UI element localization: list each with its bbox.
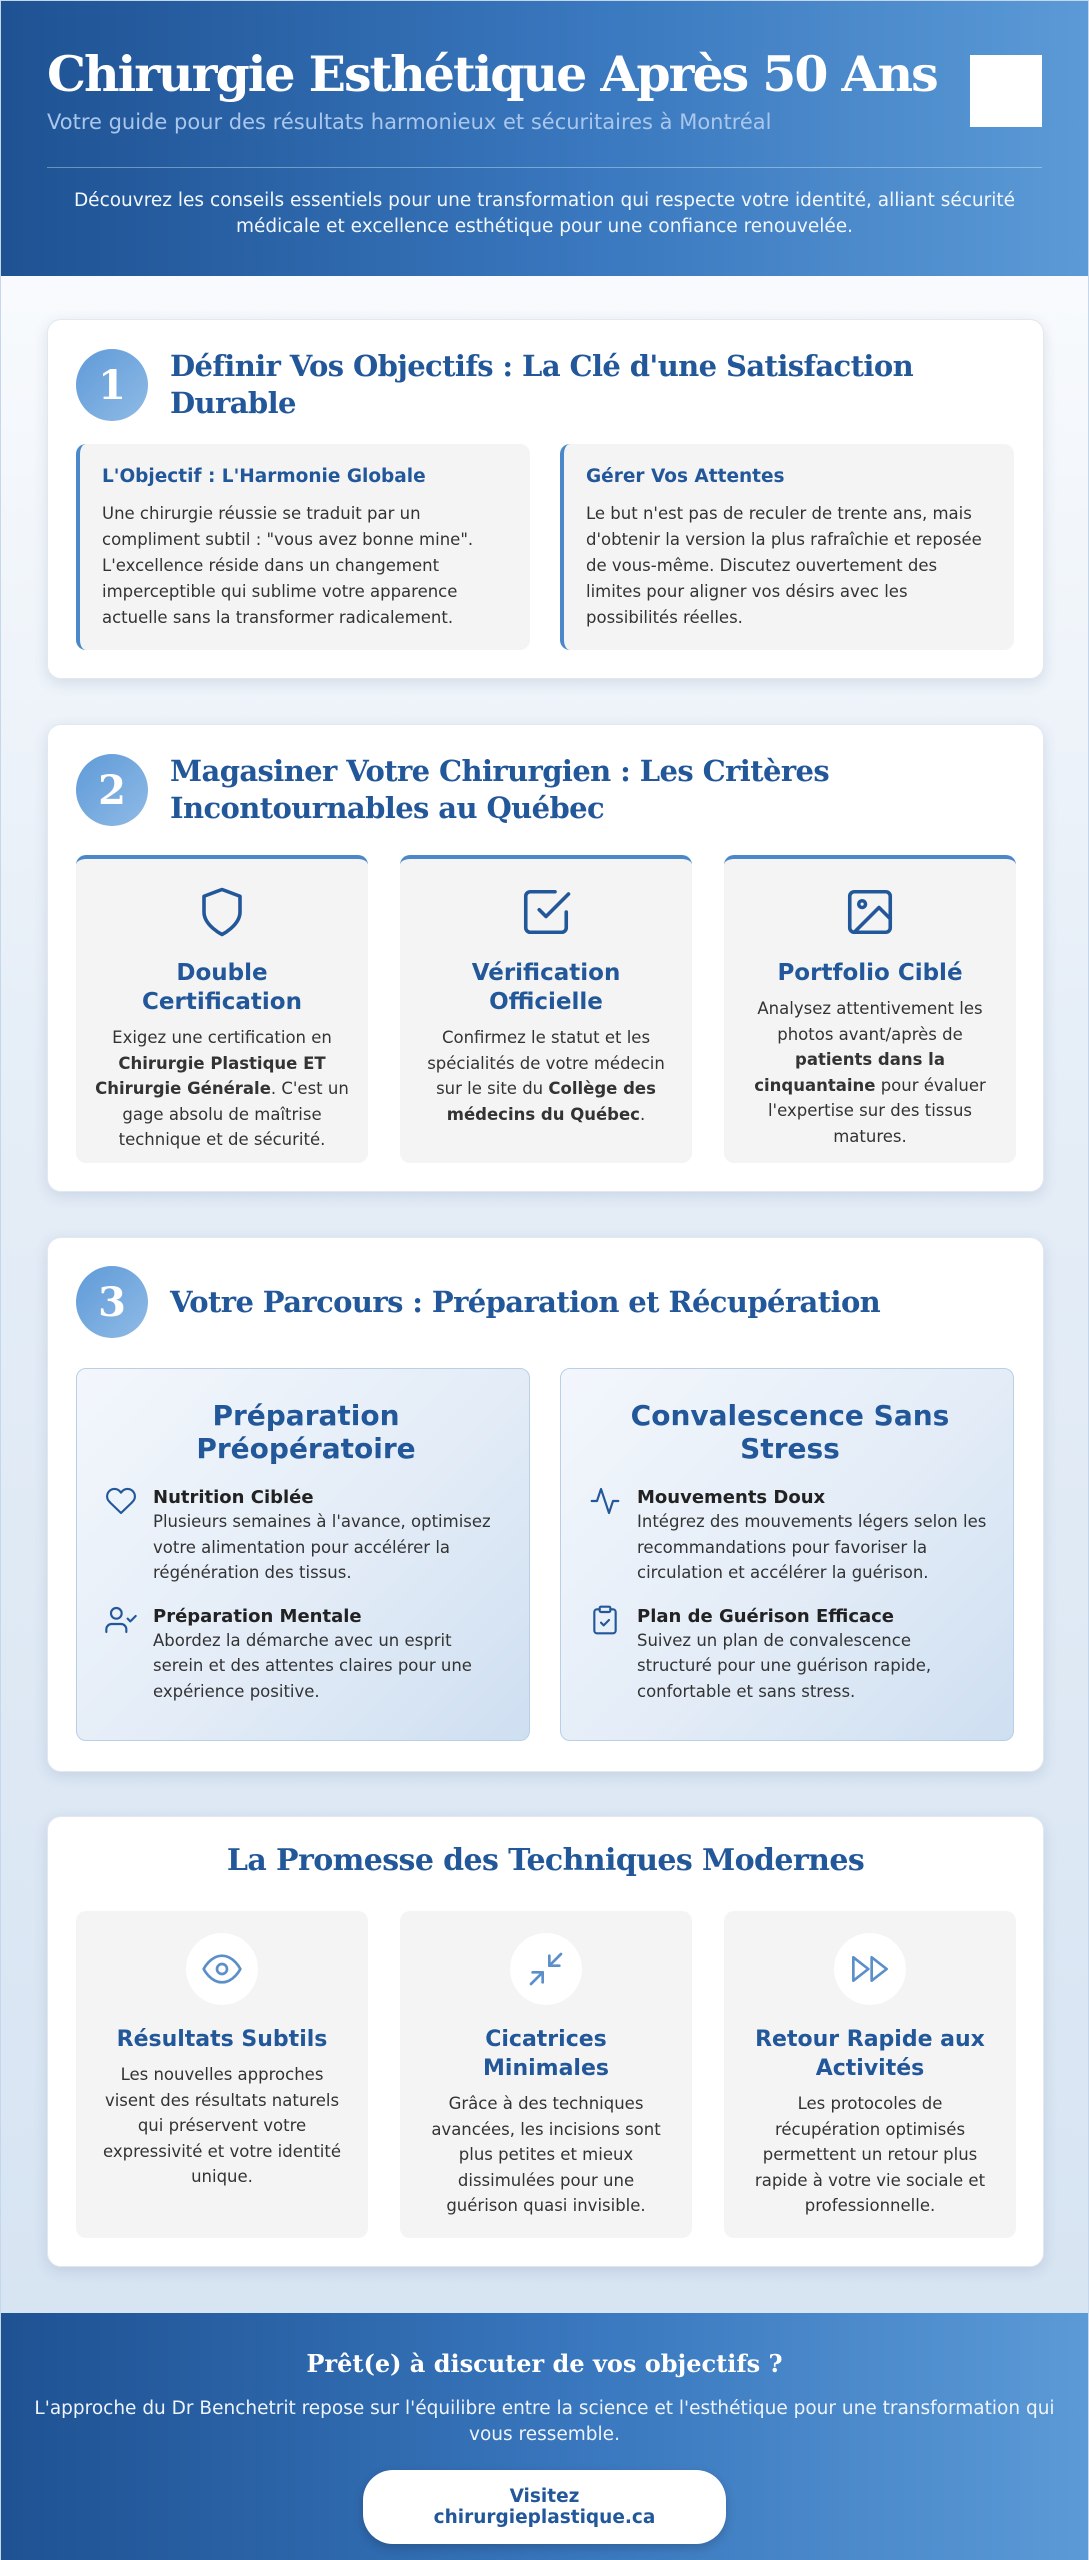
shield-icon [195, 885, 249, 939]
list-item [105, 1606, 507, 1705]
footer-title: Prêt(e) à discuter de vos objectifs ? [306, 2349, 783, 2378]
item-text: Suivez un plan de convalescence structuré pour une guérison rapide, confortable et sans stress. [637, 1630, 932, 1701]
fast-forward-icon [850, 1949, 890, 1989]
section-number-badge: 2 [76, 754, 148, 826]
objective-card [76, 444, 530, 650]
header-divider [47, 167, 1042, 168]
visit-website-button[interactable]: Visitez chirurgieplastique.ca [363, 2470, 726, 2544]
card-title: Cicatrices Minimales [483, 2027, 609, 2081]
list-item [589, 1606, 991, 1705]
card-title: Gérer Vos Attentes [586, 466, 785, 487]
icon-circle [510, 1933, 582, 2005]
promise-card-results [76, 1911, 368, 2238]
list-item [105, 1487, 507, 1586]
section-objectives [47, 319, 1044, 679]
card-title: Préparation Préopératoire [196, 1399, 416, 1465]
preparation-card [76, 1368, 530, 1741]
section-number-badge: 1 [76, 349, 148, 421]
checkbox-icon [519, 885, 573, 939]
section-heading [76, 753, 1015, 827]
section-title: Magasiner Votre Chirurgien : Les Critères Incontournables au Québec [170, 754, 830, 825]
convalescence-card [560, 1368, 1014, 1741]
card-title: Retour Rapide aux Activités [755, 2027, 985, 2081]
expectations-card [560, 444, 1014, 650]
heart-icon [105, 1485, 137, 1517]
section-title: Définir Vos Objectifs : La Clé d'une Satisfaction Durable [170, 349, 914, 420]
item-text: Plusieurs semaines à l'avance, optimisez votre alimentation pour accélérer la régénération des tissus. [153, 1512, 491, 1582]
criteria-card-certification [76, 855, 368, 1163]
card-text: Le but n'est pas de reculer de trente ans, mais d'obtenir la version la plus rafraîchie et reposée de vous-même. Discutez ouvertement des limites pour aligner vos désirs avec les possibilités réelles. [586, 504, 982, 627]
card-text: Confirmez le statut et les spécialités de votre médecin sur le site du Collège des médecins du Québec. [427, 1028, 665, 1124]
item-text: Abordez la démarche avec un esprit serein et des attentes claires pour une expérience positive. [153, 1630, 472, 1701]
page-header [1, 1, 1088, 276]
section-title: La Promesse des Techniques Modernes [226, 1843, 865, 1878]
card-title: Portfolio Ciblé [777, 960, 963, 986]
footer-text: L'approche du Dr Benchetrit repose sur l'équilibre entre la science et l'esthétique pour une transformation qui vous ressemble. [34, 2398, 1055, 2445]
section-title: Votre Parcours : Préparation et Récupération [170, 1284, 881, 1319]
card-text: Une chirurgie réussie se traduit par un compliment subtil : "vous avez bonne mine". L'excellence réside dans un changement imperceptible qui sublime votre apparence actuelle sans la transformer radicalement. [102, 504, 474, 627]
section-heading [76, 1266, 1015, 1338]
item-title: Mouvements Doux [637, 1487, 826, 1508]
image-icon [843, 885, 897, 939]
footer-cta [1, 2313, 1088, 2560]
section-modern-techniques [47, 1816, 1044, 2267]
card-text: Les nouvelles approches visent des résultats naturels qui préservent votre expressivité et votre identité unique. [102, 2065, 342, 2186]
page-title: Chirurgie Esthétique Après 50 Ans [47, 45, 937, 103]
card-text: Exigez une certification en Chirurgie Plastique ET Chirurgie Générale. C'est un gage absolu de maîtrise technique et de sécurité. [95, 1028, 349, 1149]
card-title: Convalescence Sans Stress [630, 1399, 950, 1465]
header-intro: Découvrez les conseils essentiels pour une transformation qui respecte votre identité, alliant sécurité médicale et excellence esthétique pour une confiance renouvelée. [73, 190, 1016, 237]
card-title: L'Objectif : L'Harmonie Globale [102, 466, 426, 487]
item-text: Intégrez des mouvements légers selon les recommandations pour favoriser la circulation et accélérer la guérison. [637, 1512, 987, 1582]
card-text: Analysez attentivement les photos avant/après de patients dans la cinquantaine pour évaluer l'expertise sur des tissus matures. [754, 999, 986, 1146]
item-title: Nutrition Ciblée [153, 1487, 314, 1508]
section-surgeon-criteria [47, 724, 1044, 1192]
list-item [589, 1487, 991, 1586]
promise-card-scars [400, 1911, 692, 2238]
item-title: Préparation Mentale [153, 1605, 362, 1627]
card-title: Vérification Officielle [471, 960, 621, 1015]
promise-card-recovery [724, 1911, 1016, 2238]
clipboard-check-icon [589, 1604, 621, 1636]
icon-circle [834, 1933, 906, 2005]
criteria-card-portfolio [724, 855, 1016, 1163]
minimize-icon [526, 1949, 566, 1989]
activity-icon [589, 1485, 621, 1517]
criteria-card-verification [400, 855, 692, 1163]
user-check-icon [105, 1604, 137, 1636]
section-journey [47, 1237, 1044, 1772]
card-text: Grâce à des techniques avancées, les incisions sont plus petites et mieux dissimulées pour une guérison quasi invisible. [431, 2094, 661, 2215]
eye-icon [202, 1949, 242, 1989]
section-heading [76, 348, 1015, 422]
card-text: Les protocoles de récupération optimisés permettent un retour plus rapide à votre vie sociale et professionnelle. [754, 2094, 986, 2215]
section-number-badge: 3 [76, 1266, 148, 1338]
card-title: Double Certification [142, 960, 302, 1015]
card-title: Résultats Subtils [116, 2027, 328, 2052]
logo-placeholder [970, 55, 1042, 127]
item-title: Plan de Guérison Efficace [637, 1605, 895, 1627]
page-subtitle: Votre guide pour des résultats harmonieux et sécuritaires à Montréal [47, 110, 772, 134]
icon-circle [186, 1933, 258, 2005]
